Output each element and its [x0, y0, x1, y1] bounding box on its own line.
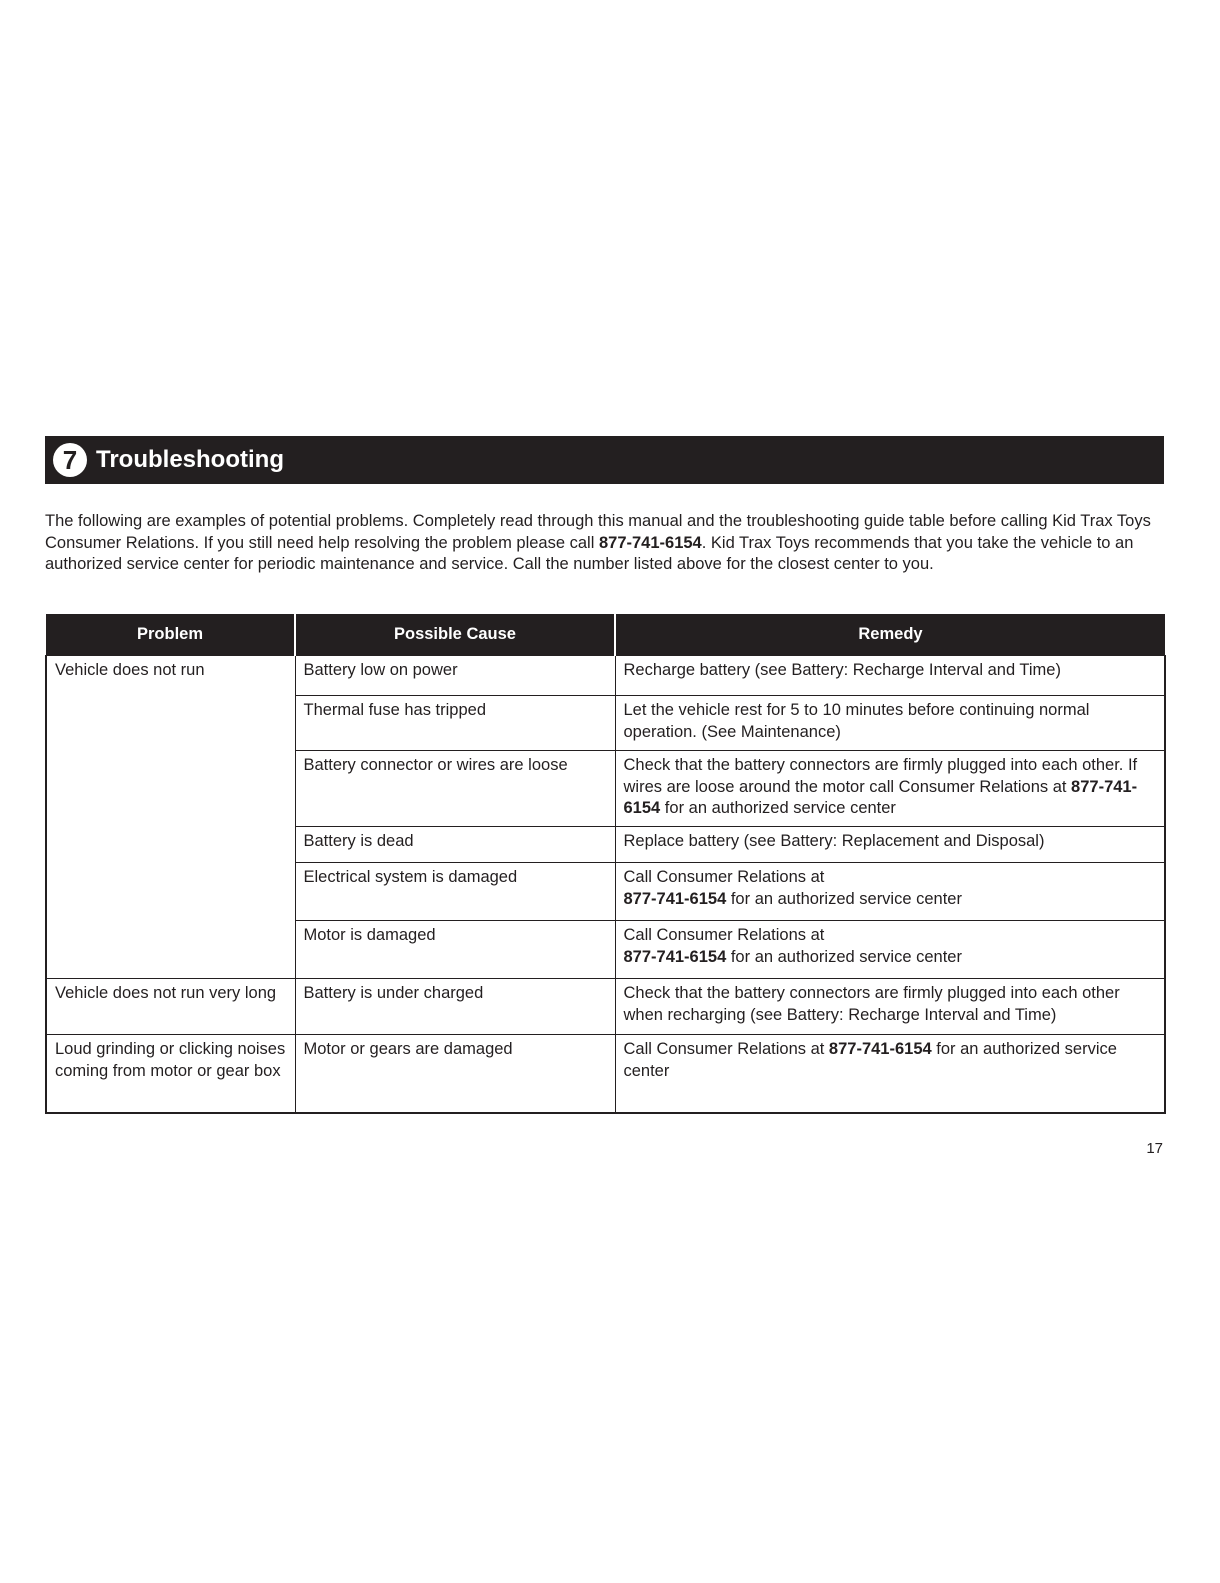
remedy-text: Call Consumer Relations at: [623, 926, 825, 945]
cause-cell: Battery is under charged: [295, 979, 615, 1035]
section-title: Troubleshooting: [96, 446, 284, 473]
cause-cell: Motor or gears are damaged: [295, 1035, 615, 1113]
remedy-cell: Check that the battery connectors are firmly plugged into each other when recharging (see Battery: Recharge Interval and Time): [615, 979, 1165, 1035]
cause-cell: Thermal fuse has tripped: [295, 696, 615, 751]
intro-text: The following are examples of potential problems. Completely read through this manual and the troubleshooting guide table before calling Kid Trax Toys Consumer Relations. If you still need help resolving the problem please call: [45, 512, 1151, 552]
table-row: [46, 1035, 1165, 1113]
troubleshooting-table: [45, 614, 1166, 1114]
header-remedy: Remedy: [615, 614, 1165, 656]
intro-paragraph: [45, 511, 1170, 576]
intro-text-end: . Kid Trax Toys recommends that you take the vehicle to an authorized service center for periodic maintenance and service. Call the number listed above for the closest center to you.: [45, 533, 1134, 574]
remedy-cell: Recharge battery (see Battery: Recharge Interval and Time): [615, 656, 1165, 696]
problem-cell: Vehicle does not run very long: [46, 979, 295, 1035]
remedy-cell: Let the vehicle rest for 5 to 10 minutes before continuing normal operation. (See Maintenance): [615, 696, 1165, 751]
intro-phone-number: 877-741-6154: [598, 533, 702, 552]
remedy-text-end: for an authorized service center: [726, 889, 962, 908]
remedy-text: Check that the battery connectors are firmly plugged into each other. If wires are loose around the motor call Consumer Relations at: [623, 756, 1138, 796]
remedy-text: Call Consumer Relations at: [623, 868, 825, 887]
table-row: [46, 656, 1165, 696]
cause-cell: Battery connector or wires are loose: [295, 751, 615, 827]
header-problem: Problem: [46, 614, 295, 656]
remedy-phone-number: 877-741-6154: [623, 777, 1138, 818]
section-number-badge: 7: [53, 443, 87, 477]
cause-cell: Battery is dead: [295, 827, 615, 863]
remedy-phone-number: 877-741-6154: [623, 889, 727, 908]
problem-cell: Vehicle does not run: [46, 656, 295, 979]
page-number: 17: [1146, 1140, 1163, 1157]
problem-cell: Loud grinding or clicking noises coming from motor or gear box: [46, 1035, 295, 1113]
remedy-cell: [615, 921, 1165, 979]
header-possible-cause: Possible Cause: [295, 614, 615, 656]
remedy-text-end: for an authorized service center: [660, 799, 896, 818]
remedy-cell: [615, 863, 1165, 921]
remedy-text-end: for an authorized service center: [623, 1040, 1117, 1080]
cause-cell: Electrical system is damaged: [295, 863, 615, 921]
remedy-cell: [615, 1035, 1165, 1113]
remedy-phone-number: 877-741-6154: [623, 947, 727, 966]
cause-cell: Motor is damaged: [295, 921, 615, 979]
remedy-cell: Replace battery (see Battery: Replacement and Disposal): [615, 827, 1165, 863]
remedy-text-end: for an authorized service center: [726, 947, 962, 966]
section-header: [45, 436, 1164, 484]
remedy-phone-number: 877-741-6154: [828, 1040, 932, 1059]
remedy-text: Call Consumer Relations at: [623, 1040, 829, 1059]
table-row: [46, 979, 1165, 1035]
remedy-cell: [615, 751, 1165, 827]
table-header-row: [46, 614, 1165, 656]
cause-cell: Battery low on power: [295, 656, 615, 696]
